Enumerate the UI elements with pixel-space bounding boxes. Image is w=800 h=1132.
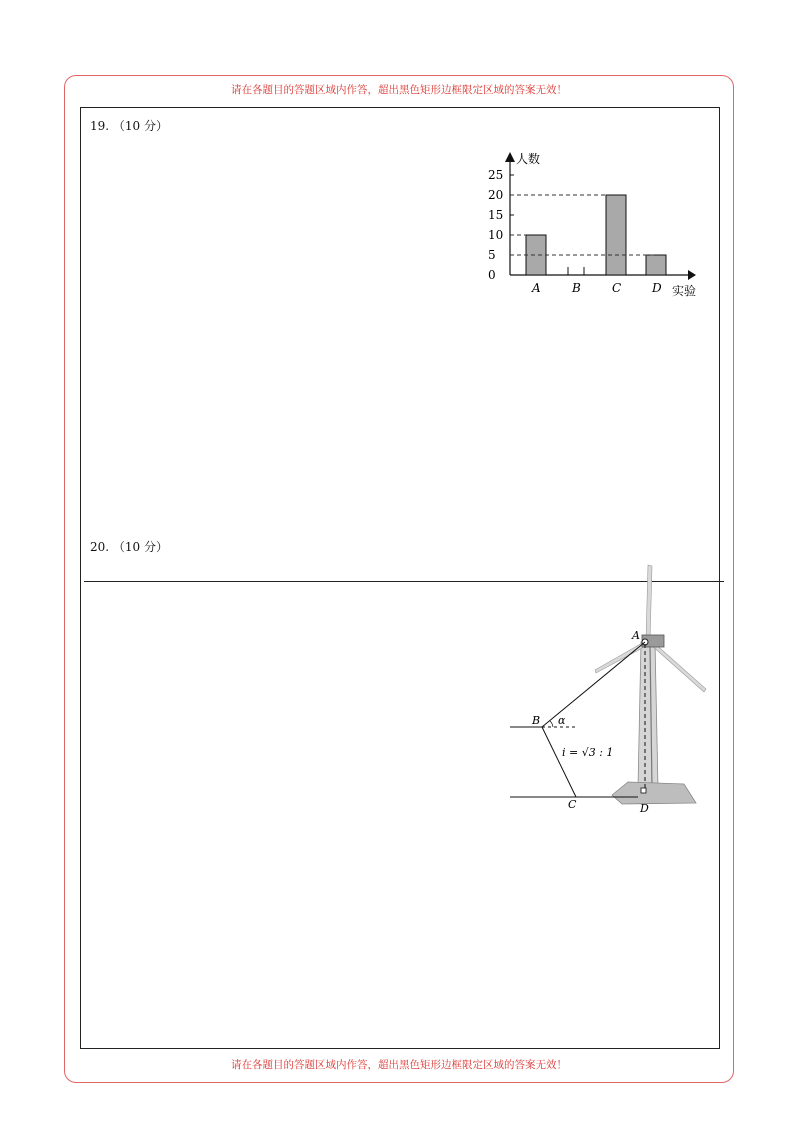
line-bc — [542, 727, 576, 797]
turbine-tower — [638, 642, 658, 788]
bar-chart — [470, 150, 710, 300]
warning-notice-top: 请在各题目的答题区域内作答，超出黑色矩形边框限定区域的答案无效！ — [231, 84, 567, 96]
turbine-base — [612, 782, 696, 804]
slope-ratio-label: i = √3 : 1 — [562, 746, 614, 759]
x-tick-label: A — [532, 281, 541, 295]
y-tick-label: 25 — [488, 168, 504, 182]
label-b: B — [532, 714, 541, 727]
right-angle-mark — [641, 788, 646, 793]
label-d: D — [640, 802, 649, 815]
y-tick-label: 5 — [488, 248, 496, 262]
question-points: （10 分） — [112, 540, 169, 554]
y-tick-label: 15 — [488, 208, 504, 222]
label-c: C — [568, 798, 577, 811]
turbine-blade-up — [646, 565, 652, 640]
x-tick-label: C — [612, 281, 622, 295]
turbine-blade-right — [650, 642, 706, 692]
wind-turbine-figure — [500, 560, 720, 820]
angle-alpha-arc — [550, 721, 553, 727]
x-tick-label: D — [652, 281, 662, 295]
y-tick-label: 0 — [488, 268, 496, 282]
label-a: A — [632, 629, 640, 642]
y-axis-label: 人数 — [516, 152, 541, 166]
bar-a — [526, 235, 546, 275]
y-axis-arrow — [505, 152, 515, 162]
bar-d — [646, 255, 666, 275]
question-points: （10 分） — [112, 119, 169, 133]
y-tick-label: 20 — [488, 188, 504, 202]
question-19-label — [90, 117, 168, 134]
x-axis-label: 实验 — [672, 284, 697, 298]
x-tick-label: B — [572, 281, 581, 295]
question-20-label — [90, 538, 168, 555]
warning-notice-bottom: 请在各题目的答题区域内作答，超出黑色矩形边框限定区域的答案无效！ — [231, 1059, 567, 1071]
label-alpha: α — [558, 714, 566, 727]
x-axis-arrow — [688, 270, 696, 280]
turbine-blade-left — [595, 642, 646, 673]
bar-c — [606, 195, 626, 275]
question-number: 19. — [90, 119, 110, 133]
y-tick-label: 10 — [488, 228, 504, 242]
question-number: 20. — [90, 540, 110, 554]
